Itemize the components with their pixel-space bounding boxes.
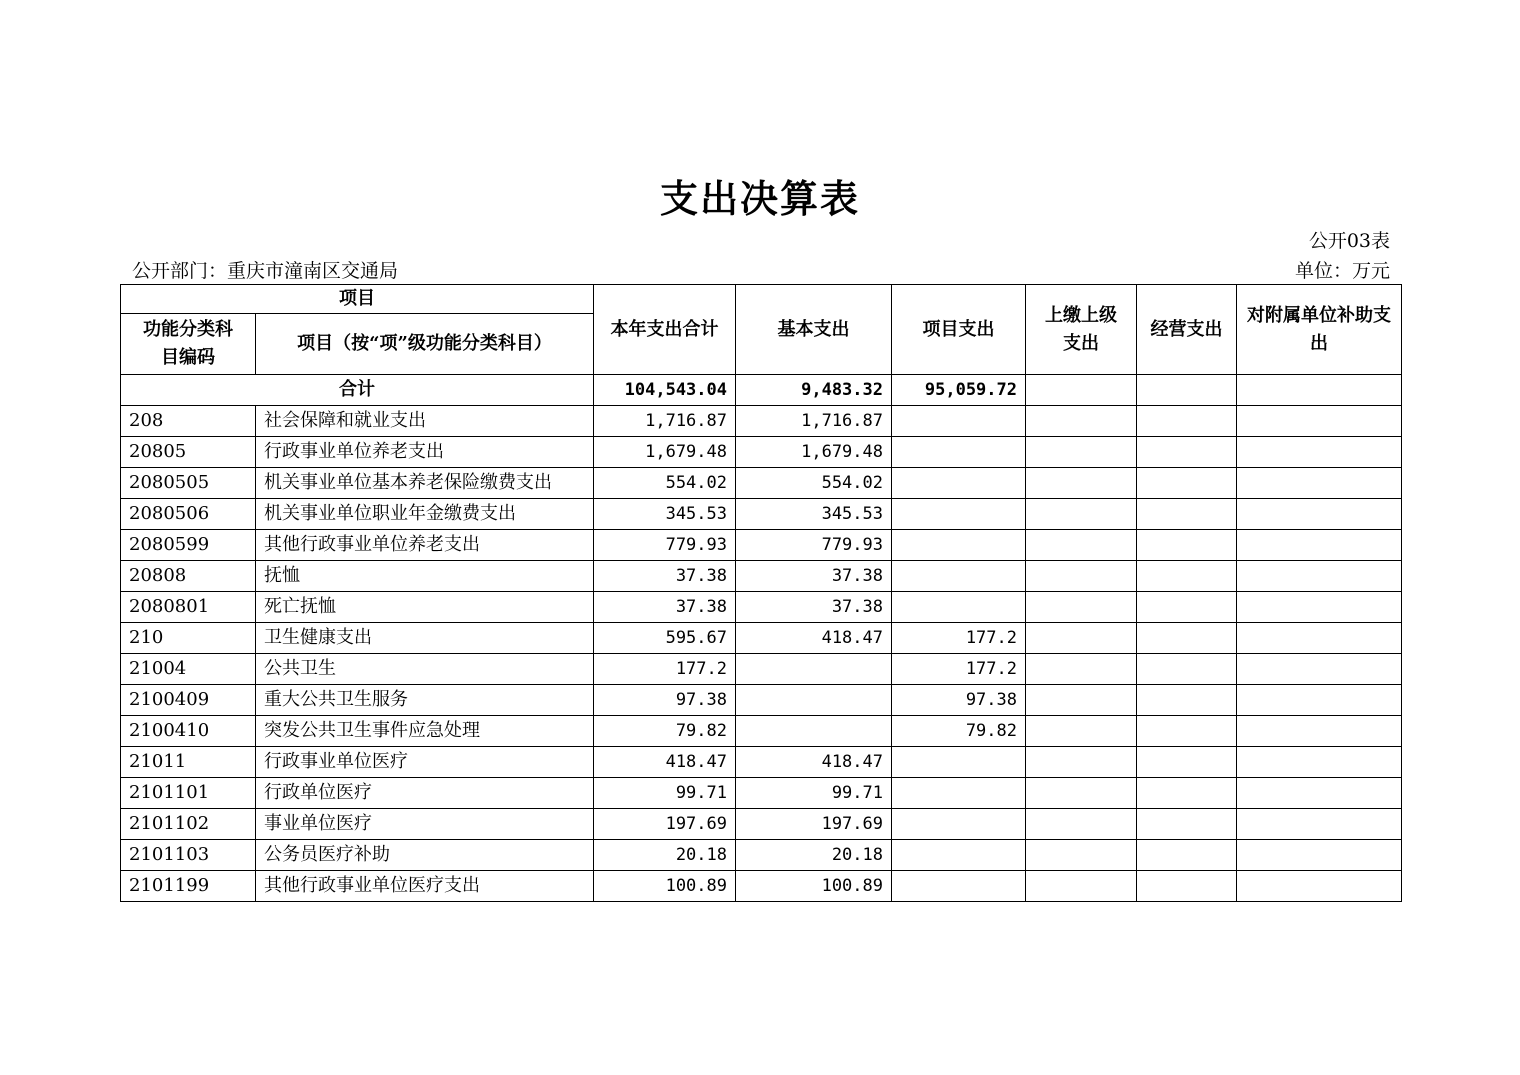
row-business [1137,561,1237,592]
table-row [121,716,1402,747]
row-total: 418.47 [594,747,736,778]
row-name: 其他行政事业单位养老支出 [256,530,594,561]
table-row [121,747,1402,778]
row-upper [1026,871,1137,902]
row-code: 21011 [121,747,256,778]
row-total: 100.89 [594,871,736,902]
row-business [1137,871,1237,902]
row-code: 2100410 [121,716,256,747]
row-basic: 37.38 [736,561,892,592]
row-total: 779.93 [594,530,736,561]
row-total: 345.53 [594,499,736,530]
row-code: 2080506 [121,499,256,530]
row-subsidy [1237,685,1402,716]
row-business [1137,468,1237,499]
table-row [121,840,1402,871]
row-project-expenditure: 79.82 [892,716,1026,747]
row-subsidy [1237,468,1402,499]
table-number: 公开03表 [1308,230,1390,252]
row-business [1137,778,1237,809]
row-business [1137,499,1237,530]
row-total: 197.69 [594,809,736,840]
row-business [1137,592,1237,623]
total-row [121,375,1402,406]
table-row [121,406,1402,437]
row-basic: 20.18 [736,840,892,871]
header-upper: 上缴上级支出 [1026,285,1137,375]
row-business [1137,809,1237,840]
row-upper [1026,747,1137,778]
row-name: 行政事业单位医疗 [256,747,594,778]
row-subsidy [1237,437,1402,468]
row-code: 2101103 [121,840,256,871]
row-total: 20.18 [594,840,736,871]
row-total: 99.71 [594,778,736,809]
row-basic [736,685,892,716]
table-row [121,871,1402,902]
row-project-expenditure [892,437,1026,468]
row-basic: 197.69 [736,809,892,840]
total-business [1137,375,1237,406]
header-basic: 基本支出 [736,285,892,375]
row-business [1137,654,1237,685]
row-upper [1026,468,1137,499]
header-business: 经营支出 [1137,285,1237,375]
row-total: 37.38 [594,592,736,623]
page-title: 支出决算表 [659,176,860,221]
row-subsidy [1237,840,1402,871]
unit-label: 单位：万元 [1294,260,1390,282]
row-total: 595.67 [594,623,736,654]
row-total: 97.38 [594,685,736,716]
row-subsidy [1237,747,1402,778]
row-project-expenditure [892,747,1026,778]
row-basic [736,654,892,685]
table-row [121,437,1402,468]
row-project-expenditure [892,871,1026,902]
row-upper [1026,592,1137,623]
row-project-expenditure [892,406,1026,437]
row-code: 2080599 [121,530,256,561]
row-name: 行政事业单位养老支出 [256,437,594,468]
row-business [1137,437,1237,468]
row-name: 公务员医疗补助 [256,840,594,871]
row-project-expenditure: 97.38 [892,685,1026,716]
row-project-expenditure: 177.2 [892,623,1026,654]
header-project: 项目 [121,285,594,314]
table-row [121,778,1402,809]
row-project-expenditure: 177.2 [892,654,1026,685]
row-project-expenditure [892,499,1026,530]
row-code: 20805 [121,437,256,468]
row-upper [1026,840,1137,871]
row-code: 2101199 [121,871,256,902]
total-subsidy [1237,375,1402,406]
row-upper [1026,437,1137,468]
row-code: 2080505 [121,468,256,499]
row-subsidy [1237,561,1402,592]
row-business [1137,406,1237,437]
header-name: 项目（按“项”级功能分类科目） [256,314,594,375]
row-code: 2101101 [121,778,256,809]
row-name: 事业单位医疗 [256,809,594,840]
row-project-expenditure [892,530,1026,561]
row-code: 208 [121,406,256,437]
row-business [1137,716,1237,747]
row-subsidy [1237,871,1402,902]
row-total: 554.02 [594,468,736,499]
row-code: 2100409 [121,685,256,716]
row-business [1137,530,1237,561]
row-subsidy [1237,530,1402,561]
total-basic: 9,483.32 [736,375,892,406]
total-label: 合计 [121,375,594,406]
row-total: 1,679.48 [594,437,736,468]
row-name: 卫生健康支出 [256,623,594,654]
table-row [121,685,1402,716]
row-name: 公共卫生 [256,654,594,685]
row-name: 机关事业单位基本养老保险缴费支出 [256,468,594,499]
row-subsidy [1237,654,1402,685]
row-basic: 418.47 [736,747,892,778]
row-upper [1026,499,1137,530]
table-row [121,809,1402,840]
row-subsidy [1237,623,1402,654]
row-project-expenditure [892,840,1026,871]
row-business [1137,623,1237,654]
row-name: 其他行政事业单位医疗支出 [256,871,594,902]
row-code: 20808 [121,561,256,592]
row-basic: 37.38 [736,592,892,623]
row-upper [1026,809,1137,840]
row-basic: 1,716.87 [736,406,892,437]
row-basic: 554.02 [736,468,892,499]
row-upper [1026,530,1137,561]
header-total: 本年支出合计 [594,285,736,375]
row-basic: 99.71 [736,778,892,809]
row-total: 1,716.87 [594,406,736,437]
row-upper [1026,685,1137,716]
row-upper [1026,406,1137,437]
row-code: 210 [121,623,256,654]
row-name: 重大公共卫生服务 [256,685,594,716]
row-name: 社会保障和就业支出 [256,406,594,437]
row-subsidy [1237,592,1402,623]
total-sum: 104,543.04 [594,375,736,406]
table-row [121,468,1402,499]
table-row [121,499,1402,530]
row-project-expenditure [892,809,1026,840]
row-upper [1026,561,1137,592]
row-basic: 100.89 [736,871,892,902]
header-code: 功能分类科目编码 [121,314,256,375]
table-row [121,561,1402,592]
row-name: 突发公共卫生事件应急处理 [256,716,594,747]
row-basic: 779.93 [736,530,892,561]
row-business [1137,747,1237,778]
row-project-expenditure [892,592,1026,623]
row-subsidy [1237,809,1402,840]
row-code: 2080801 [121,592,256,623]
header-subsidy: 对附属单位补助支出 [1237,285,1402,375]
row-basic: 345.53 [736,499,892,530]
total-project-expenditure: 95,059.72 [892,375,1026,406]
row-project-expenditure [892,778,1026,809]
row-subsidy [1237,778,1402,809]
row-subsidy [1237,716,1402,747]
row-name: 机关事业单位职业年金缴费支出 [256,499,594,530]
table-row [121,623,1402,654]
row-name: 行政单位医疗 [256,778,594,809]
row-basic: 418.47 [736,623,892,654]
row-total: 37.38 [594,561,736,592]
row-project-expenditure [892,561,1026,592]
table-row [121,654,1402,685]
row-subsidy [1237,406,1402,437]
row-basic [736,716,892,747]
row-business [1137,685,1237,716]
row-total: 177.2 [594,654,736,685]
row-upper [1026,778,1137,809]
row-upper [1026,623,1137,654]
row-code: 21004 [121,654,256,685]
table-row [121,530,1402,561]
row-business [1137,840,1237,871]
row-project-expenditure [892,468,1026,499]
header-project-expenditure: 项目支出 [892,285,1026,375]
row-name: 抚恤 [256,561,594,592]
row-code: 2101102 [121,809,256,840]
row-subsidy [1237,499,1402,530]
total-upper [1026,375,1137,406]
table-row [121,592,1402,623]
row-basic: 1,679.48 [736,437,892,468]
department-label: 公开部门：重庆市潼南区交通局 [132,260,399,282]
row-total: 79.82 [594,716,736,747]
row-upper [1026,654,1137,685]
row-name: 死亡抚恤 [256,592,594,623]
expenditure-table [120,284,1402,902]
row-upper [1026,716,1137,747]
